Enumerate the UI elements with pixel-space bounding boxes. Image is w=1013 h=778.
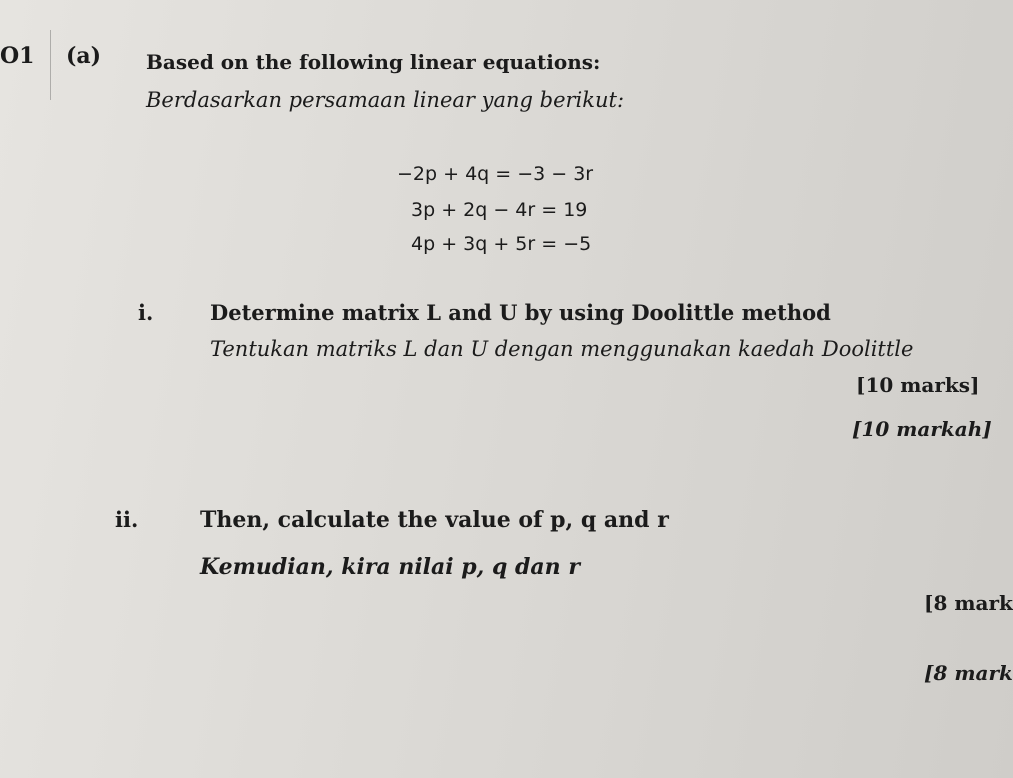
part-label: (a) bbox=[66, 43, 102, 69]
margin-rule bbox=[50, 30, 51, 100]
subquestion-1-malay: Tentukan matriks L dan U dengan menggunakan kaedah Doolittle bbox=[210, 337, 914, 361]
intro-english: Based on the following linear equations: bbox=[146, 50, 601, 74]
equation-1: −2p + 4q = −3 − 3r bbox=[397, 163, 594, 185]
subquestion-2-marks-malay: [8 mark bbox=[924, 661, 1013, 685]
subquestion-2-number: ii. bbox=[115, 507, 139, 532]
equation-3: 4p + 3q + 5r = −5 bbox=[411, 233, 592, 255]
subquestion-1-marks-english: [10 marks] bbox=[856, 373, 980, 397]
subquestion-1-marks-malay: [10 markah] bbox=[852, 417, 992, 441]
question-number: O1 bbox=[0, 43, 35, 69]
subquestion-1-english: Determine matrix L and U by using Doolittle method bbox=[210, 300, 831, 325]
subquestion-2-marks-english: [8 mark bbox=[924, 591, 1013, 615]
subquestion-1-number: i. bbox=[138, 300, 154, 325]
subquestion-2-english: Then, calculate the value of p, q and r bbox=[200, 507, 669, 533]
equation-2: 3p + 2q − 4r = 19 bbox=[411, 199, 588, 221]
intro-malay: Berdasarkan persamaan linear yang berikut: bbox=[146, 88, 625, 112]
subquestion-2-malay: Kemudian, kira nilai p, q dan r bbox=[200, 554, 580, 580]
